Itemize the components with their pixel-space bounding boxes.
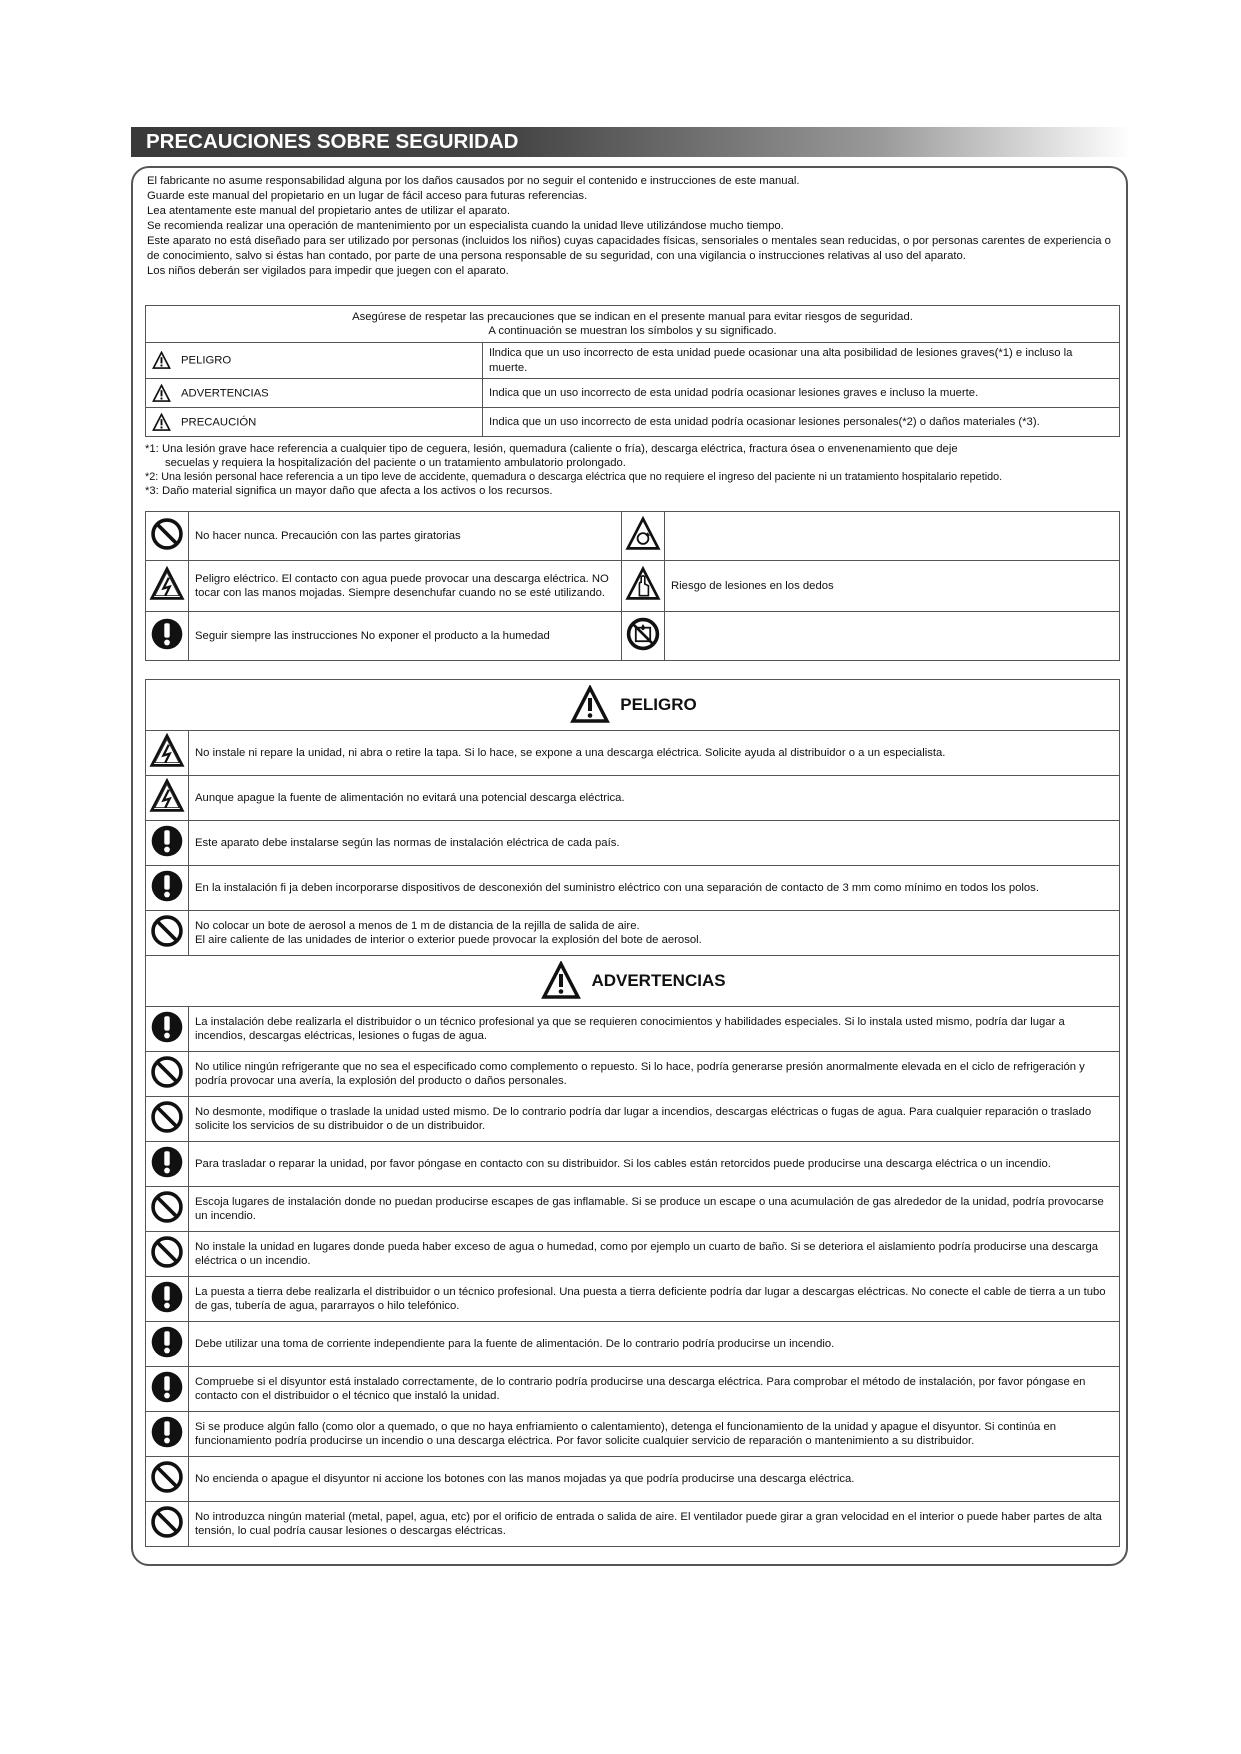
mandatory-icon [149,823,185,859]
peligro-item: No instale ni repare la unidad, ni abra o retire la tapa. Si lo hace, se expone a una descarga eléctrica. Solicite ayuda al distribuidor o a un especialista. [189,731,1120,776]
symbol-description [665,512,1120,561]
advertencia-item: Escoja lugares de instalación donde no puedan producirse escapes de gas inflamable. Si se produce un escape o una acumulación de gas alrededor de la unidad, podría provocarse un incendio. [189,1187,1120,1232]
intro-paragraph: Los niños deberán ser vigilados para impedir que juegen con el aparato. [147,265,509,277]
prohibition-icon [149,1234,185,1270]
warning-triangle-icon [152,413,171,432]
icon-cell [146,821,189,866]
mandatory-icon [149,616,185,652]
icon-cell [146,1457,189,1502]
advertencias-heading-text: ADVERTENCIAS [591,970,726,990]
icon-cell [146,866,189,911]
icon-cell [146,731,189,776]
intro-paragraph: El fabricante no asume responsabilidad alguna por los daños causados por no seguir el contenido e instrucciones de este manual. [147,175,800,187]
advertencia-item: Debe utilizar una toma de corriente independiente para la fuente de alimentación. De lo contrario podría producirse un incendio. [189,1322,1120,1367]
finger-injury-icon [625,566,661,602]
prohibition-icon [149,1099,185,1135]
symbol-description: No hacer nunca. Precaución con las partes giratorias [189,512,622,561]
icon-cell [146,561,189,612]
icon-cell [622,561,665,612]
icon-cell [146,1007,189,1052]
peligro-item: Aunque apague la fuente de alimentación no evitará una potencial descarga eléctrica. [189,776,1120,821]
warning-triangle-icon [539,961,583,1001]
mandatory-icon [149,1324,185,1360]
warning-triangle-icon [152,351,171,370]
footnote: secuelas y requiera la hospitalización del paciente o un tratamiento ambulatorio prolongado. [165,457,626,469]
legend-label: ADVERTENCIAS [181,386,269,399]
peligro-item: Este aparato debe instalarse según las normas de instalación eléctrica de cada país. [189,821,1120,866]
mandatory-icon [149,1414,185,1450]
icon-cell [146,1142,189,1187]
intro-text [147,174,1122,279]
legend-header-line: Asegúrese de respetar las precauciones que se indican en el presente manual para evitar riesgos de seguridad. [352,310,913,323]
icon-cell [146,1367,189,1412]
prohibition-icon [149,1459,185,1495]
electric-hazard-icon [149,778,185,814]
legend-label: PRECAUCIÓN [181,415,257,428]
footnote: *3: Daño material significa un mayor daño que afecta a los activos o los recursos. [145,485,553,497]
prohibition-icon [149,1054,185,1090]
footnote: *1: Una lesión grave hace referencia a cualquier tipo de ceguera, lesión, quemadura (caliente o fría), descarga eléctrica, fractura ósea o envenenamiento que deje [145,443,958,455]
legend-description: Ilndica que un uso incorrecto de esta unidad puede ocasionar una alta posibilidad de lesiones graves(*1) e incluso la muerte. [483,343,1120,379]
intro-paragraph: Lea atentamente este manual del propietario antes de utilizar el aparato. [147,205,510,217]
advertencia-item: Para trasladar o reparar la unidad, por favor póngase en contacto con su distribuidor. Si los cables están retorcidos puede producirse una descarga eléctrica o un incendio. [189,1142,1120,1187]
section-title-banner: PRECAUCIONES SOBRE SEGURIDAD [131,127,1131,157]
footnotes [145,442,1135,498]
icon-cell [146,612,189,661]
intro-paragraph: Guarde este manual del propietario en un lugar de fácil acceso para futuras referencias. [147,190,588,202]
mandatory-icon [149,1009,185,1045]
electric-hazard-icon [149,566,185,602]
legend-label-cell [146,408,483,437]
advertencia-item: No instale la unidad en lugares donde pueda haber exceso de agua o humedad, como por ejemplo un cuarto de baño. Si se deteriora el aislamiento podría producirse una descarga eléctrica o un incendio. [189,1232,1120,1277]
peligro-heading-text: PELIGRO [620,694,697,714]
symbol-description: Peligro eléctrico. El contacto con agua puede provocar una descarga eléctrica. NO tocar con las manos mojadas. Siempre desenchufar cuando no se esté utilizando. [189,561,622,612]
prohibition-icon [149,1189,185,1225]
icon-cell [622,612,665,661]
symbols-table [145,511,1120,661]
legend-table [145,305,1120,437]
advertencia-item: No utilice ningún refrigerante que no sea el especificado como complemento o repuesto. Si lo hace, podría generarse presión anormalmente elevada en el ciclo de refrigeración y podría provocar una avería, la explosión del producto o daños personales. [189,1052,1120,1097]
advertencia-item: Compruebe si el disyuntor está instalado correctamente, de lo contrario podría producirse una descarga eléctrica. Para comprobar el método de instalación, por favor póngase en contacto con el distribuidor o el técnico que instaló la unidad. [189,1367,1120,1412]
advertencia-item: Si se produce algún fallo (como olor a quemado, o que no haya enfriamiento o calentamiento), detenga el funcionamiento de la unidad y apague el disyuntor. Si continúa en funcionamiento podría producirse un incendio o una descarga eléctrica. Por favor solicite cualquier servicio de reparación o mantenimiento a su distribuidor. [189,1412,1120,1457]
peligro-item: No colocar un bote de aerosol a menos de 1 m de distancia de la rejilla de salida de aire. El aire caliente de las unidades de interior o exterior puede provocar la explosión del bote de aerosol. [189,911,1120,956]
legend-description: Indica que un uso incorrecto de esta unidad podría ocasionar lesiones graves e incluso la muerte. [483,379,1120,408]
electric-hazard-icon [149,733,185,769]
footnote: *2: Una lesión personal hace referencia a un tipo leve de accidente, quemadura o descarga eléctrica que no requiere el ingreso del paciente ni un tratamiento hospitalario repetido. [145,471,1003,483]
intro-paragraph: Este aparato no está diseñado para ser utilizado por personas (incluidos los niños) cuyas capacidades físicas, sensoriales o mentales sean reducidas, o por personas carentes de experiencia o de conocimiento, salvo si éstas han contado, por parte de una persona responsable de su seguridad, con una vigilancia o instrucciones relativas al uso del aparato. [147,235,1111,262]
legend-header-line: A continuación se muestran los símbolos y su significado. [488,325,777,337]
peligro-heading [146,680,1120,731]
symbol-description: Riesgo de lesiones en los dedos [665,561,1120,612]
icon-cell [146,1052,189,1097]
mandatory-icon [149,1369,185,1405]
icon-cell [146,512,189,561]
mandatory-icon [149,868,185,904]
icon-cell [622,512,665,561]
icon-cell [146,911,189,956]
intro-paragraph: Se recomienda realizar una operación de mantenimiento por un especialista cuando la unidad lleve utilizándose mucho tiempo. [147,220,784,232]
rotating-parts-warning-icon [625,516,661,552]
icon-cell [146,1232,189,1277]
warning-triangle-icon [568,685,612,725]
symbol-description: Seguir siempre las instrucciones No exponer el producto a la humedad [189,612,622,661]
prohibition-icon [149,913,185,949]
legend-description: Indica que un uso incorrecto de esta unidad podría ocasionar lesiones personales(*2) o daños materiales (*3). [483,408,1120,437]
peligro-item: En la instalación fi ja deben incorporarse dispositivos de desconexión del suministro eléctrico con una separación de contacto de 3 mm como mínimo en todos los polos. [189,866,1120,911]
advertencias-heading [146,956,1120,1007]
icon-cell [146,1097,189,1142]
advertencia-item: No encienda o apague el disyuntor ni accione los botones con las manos mojadas ya que podría producirse una descarga eléctrica. [189,1457,1120,1502]
prohibition-icon [149,516,185,552]
advertencia-item: La instalación debe realizarla el distribuidor o un técnico profesional ya que se requieren conocimientos y habilidades especiales. Si lo instala usted mismo, podría dar lugar a incendios, descargas eléctricas, lesiones o fugas de agua. [189,1007,1120,1052]
legend-header [146,306,1120,343]
mandatory-icon [149,1144,185,1180]
icon-cell [146,1277,189,1322]
icon-cell [146,1412,189,1457]
legend-label-cell [146,343,483,379]
warning-triangle-icon [152,384,171,403]
symbol-description [665,612,1120,661]
advertencia-item: La puesta a tierra debe realizarla el distribuidor o un técnico profesional. Una puesta a tierra deficiente podría dar lugar a descargas eléctricas. No conecte el cable de tierra a un tubo de gas, tubería de agua, pararrayos o hilo telefónico. [189,1277,1120,1322]
legend-label: PELIGRO [181,354,232,367]
advertencia-item: No desmonte, modifique o traslade la unidad usted mismo. De lo contrario podría dar lugar a incendios, descargas eléctricas o fugas de agua. Para cualquier reparación o traslado solicite los servicios de su distribuidor o de un distribuidor. [189,1097,1120,1142]
mandatory-icon [149,1279,185,1315]
advertencia-item: No introduzca ningún material (metal, papel, agua, etc) por el orificio de entrada o salida de aire. El ventilador puede girar a gran velocidad en el interior o puede haber partes de alta tensión, lo cual podría causar lesiones o descargas eléctricas. [189,1502,1120,1547]
no-moisture-icon [625,616,661,652]
icon-cell [146,1187,189,1232]
legend-label-cell [146,379,483,408]
prohibition-icon [149,1504,185,1540]
icon-cell [146,776,189,821]
warnings-table [145,679,1120,1547]
icon-cell [146,1502,189,1547]
icon-cell [146,1322,189,1367]
